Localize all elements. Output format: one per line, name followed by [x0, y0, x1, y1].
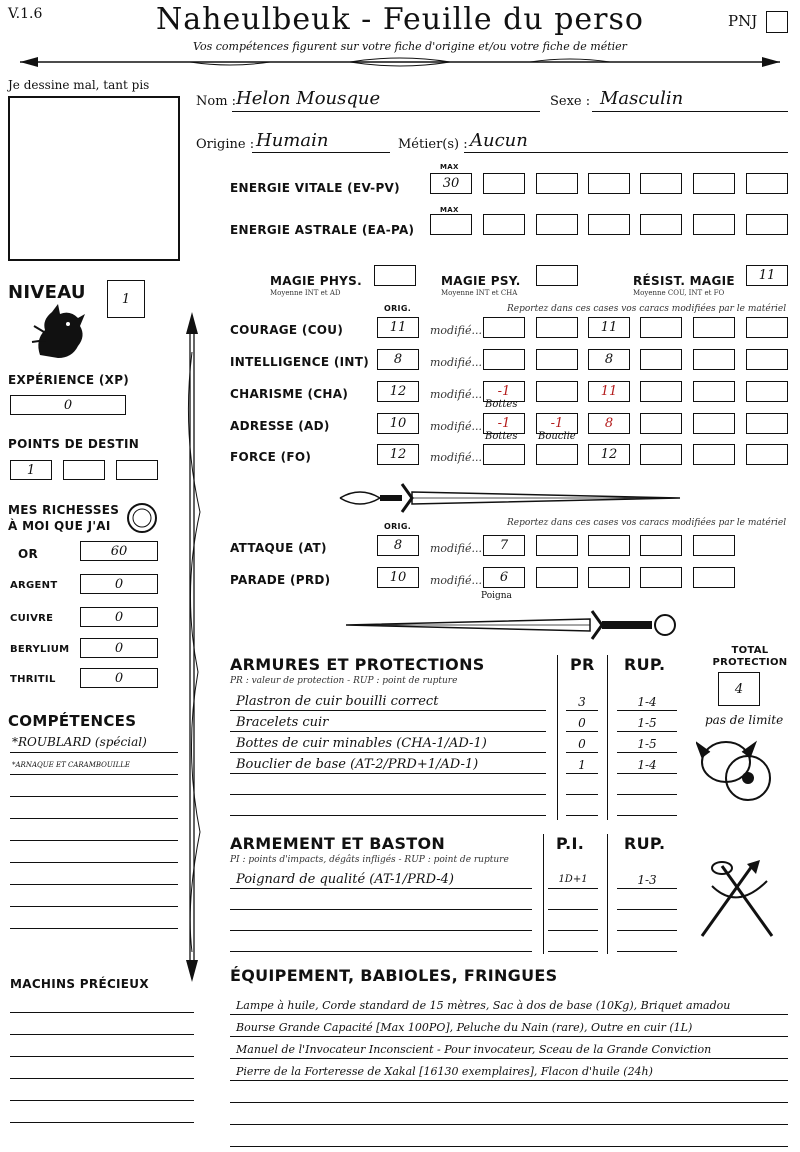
metier-value[interactable]: Aucun: [470, 130, 528, 151]
stat-mod-field-value: [694, 414, 734, 433]
xp-field[interactable]: [10, 395, 126, 415]
coin-icon: [126, 502, 158, 534]
combat-mod-field[interactable]: [693, 535, 735, 556]
armures-label: ARMURES ET PROTECTIONS: [230, 655, 485, 674]
wealth-label-berylium: BERYLIUM: [10, 644, 70, 655]
ev-cell-7-value: [747, 174, 787, 193]
version-label: V.1.6: [8, 6, 43, 22]
stat-mod-field-value: [641, 414, 681, 433]
equipement-line[interactable]: [230, 1102, 788, 1103]
stat-mod-field[interactable]: [693, 413, 735, 434]
stat-mod-field[interactable]: [483, 317, 525, 338]
armement-sublabel: PI : points d'impacts, dégâts infligés - RUP : point de rupture: [230, 855, 509, 865]
stat-mod-field-value: 11: [600, 384, 618, 399]
stat-orig-field[interactable]: [377, 413, 419, 434]
ev-max-label: MAX: [440, 163, 459, 171]
modifie-label: modifié...: [430, 420, 482, 433]
machins-line[interactable]: [10, 1122, 194, 1123]
magie-psy-value: [537, 266, 577, 285]
ea-cell-3[interactable]: [536, 214, 578, 235]
competence-line[interactable]: [10, 774, 178, 775]
combat-mod-field[interactable]: [483, 567, 525, 588]
stat-mod-field-value: [641, 382, 681, 401]
ea-cell-5[interactable]: [640, 214, 682, 235]
stat-mod-field-value: [484, 445, 524, 464]
ea-cell-1[interactable]: [430, 214, 472, 235]
stat-mod-field[interactable]: [588, 349, 630, 370]
total-protection-field[interactable]: [718, 672, 760, 706]
stat-mod-field[interactable]: [588, 317, 630, 338]
stat-extra-field-value: [747, 414, 787, 433]
arme-line[interactable]: [230, 930, 532, 931]
wealth-field-cuivre[interactable]: [80, 607, 158, 627]
armure-pr-line[interactable]: [566, 815, 598, 816]
magie-psy-field[interactable]: [536, 265, 578, 286]
competence-line[interactable]: [10, 884, 178, 885]
combat-mod-field-value: 7: [499, 538, 509, 553]
armure-name: Bracelets cuir: [236, 715, 329, 730]
stat-mod-note: Bottes: [485, 431, 518, 442]
ea-cell-4-value: [589, 215, 629, 234]
stat-mod-field-value: [537, 318, 577, 337]
magie-phys-label: MAGIE PHYS.: [270, 274, 362, 288]
competence-line[interactable]: [10, 906, 178, 907]
stat-extra-field-value: [747, 445, 787, 464]
armure-rup-line[interactable]: [617, 710, 677, 711]
combat-mod-field[interactable]: [536, 567, 578, 588]
competence-line[interactable]: [10, 840, 178, 841]
nom-label: Nom :: [196, 94, 237, 109]
stat-orig-field[interactable]: [377, 317, 419, 338]
armure-pr-line[interactable]: [566, 752, 598, 753]
armure-rup: 1-5: [637, 716, 657, 730]
machins-line[interactable]: [10, 1012, 194, 1013]
ea-cell-2[interactable]: [483, 214, 525, 235]
combat-mod-field-value: [641, 568, 681, 587]
equipement-line[interactable]: [230, 1036, 788, 1037]
stat-label: FORCE (FO): [230, 450, 312, 464]
armure-line[interactable]: [230, 773, 546, 774]
armure-pr: 3: [578, 695, 586, 709]
ev-cell-5[interactable]: [640, 173, 682, 194]
stat-mod-field-value: -1: [497, 384, 511, 399]
arme-rup-line[interactable]: [617, 909, 677, 910]
header-spear-icon: [10, 52, 790, 72]
armure-rup-line[interactable]: [617, 731, 677, 732]
armure-pr: 0: [578, 716, 586, 730]
stat-mod-field[interactable]: [588, 444, 630, 465]
arme-rup: 1-3: [637, 873, 657, 887]
stat-orig-field[interactable]: [377, 381, 419, 402]
equipement-line[interactable]: [230, 1058, 788, 1059]
stat-mod-note: Bottes: [485, 399, 518, 410]
stat-mod-field-value: 8: [604, 352, 614, 367]
ea-cell-4[interactable]: [588, 214, 630, 235]
combat-label: PARADE (PRD): [230, 573, 331, 587]
armure-pr: 0: [578, 737, 586, 751]
combat-mod-field[interactable]: [536, 535, 578, 556]
stat-mod-field-value: [641, 350, 681, 369]
stat-mod-field-value: [694, 350, 734, 369]
resist-magie-value: 11: [758, 268, 776, 283]
equipement-line[interactable]: [230, 1124, 788, 1125]
combat-orig-field-value: 10: [389, 570, 407, 585]
armure-name: Plastron de cuir bouilli correct: [236, 694, 439, 709]
armure-line[interactable]: [230, 794, 546, 795]
stat-extra-field-value: [747, 318, 787, 337]
ev-cell-2[interactable]: [483, 173, 525, 194]
arme-line[interactable]: [230, 951, 532, 952]
xp-value: 0: [63, 397, 73, 413]
stat-orig-field[interactable]: [377, 444, 419, 465]
stat-label: CHARISME (CHA): [230, 387, 349, 401]
resist-magie-label: RÉSIST. MAGIE: [633, 274, 735, 288]
arme-rup-line[interactable]: [617, 951, 677, 952]
stat-mod-field-value: -1: [497, 416, 511, 431]
machins-line[interactable]: [10, 1056, 194, 1057]
combat-orig-field[interactable]: [377, 567, 419, 588]
modifie-label: modifié...: [430, 356, 482, 369]
destin-field-2[interactable]: [63, 460, 105, 480]
armures-col-rup: RUP.: [624, 655, 666, 674]
stats-orig-label: ORIG.: [384, 304, 412, 313]
combat-mod-field[interactable]: [693, 567, 735, 588]
destin-label: POINTS DE DESTIN: [8, 437, 140, 451]
competences-label: COMPÉTENCES: [8, 712, 137, 730]
magie-psy-label: MAGIE PSY.: [441, 274, 521, 288]
ea-cell-2-value: [484, 215, 524, 234]
armure-rup: 1-5: [637, 737, 657, 751]
equipement-item: Bourse Grande Capacité [Max 100PO], Peluche du Nain (rare), Outre en cuir (1L): [236, 1021, 693, 1034]
stat-mod-field-value: [694, 445, 734, 464]
ev-cell-1-value: 30: [442, 176, 460, 191]
ev-cell-4-value: [589, 174, 629, 193]
arme-rup-line[interactable]: [617, 930, 677, 931]
arme-pi: 1D+1: [558, 874, 588, 885]
armement-col-pi: P.I.: [556, 834, 585, 853]
armure-name: Bouclier de base (AT-2/PRD+1/AD-1): [236, 757, 479, 772]
ev-cell-3[interactable]: [536, 173, 578, 194]
stat-label: INTELLIGENCE (INT): [230, 355, 369, 369]
wealth-field-or[interactable]: [80, 541, 158, 561]
stat-mod-field[interactable]: [536, 317, 578, 338]
armement-label: ARMEMENT ET BASTON: [230, 834, 446, 853]
equipement-line[interactable]: [230, 1080, 788, 1081]
arme-pi-line[interactable]: [548, 951, 598, 952]
sword-icon: [330, 478, 690, 518]
armure-name: Bottes de cuir minables (CHA-1/AD-1): [236, 736, 487, 751]
armure-pr: 1: [578, 758, 586, 772]
competence-line[interactable]: [10, 928, 178, 929]
armure-pr-line[interactable]: [566, 731, 598, 732]
stat-mod-field-value: [641, 318, 681, 337]
stat-mod-field-value: [694, 318, 734, 337]
stat-mod-field[interactable]: [640, 349, 682, 370]
machins-line[interactable]: [10, 1034, 194, 1035]
competence-item-2: *ARNAQUE ET CARAMBOUILLE: [12, 761, 130, 769]
ea-cell-6-value: [694, 215, 734, 234]
stat-orig-field[interactable]: [377, 349, 419, 370]
arme-pi-line[interactable]: [548, 888, 598, 889]
wealth-field-argent[interactable]: [80, 574, 158, 594]
ea-max-label: MAX: [440, 206, 459, 214]
wealth-field-or-value: 60: [110, 543, 128, 559]
wealth-field-berylium-value: 0: [114, 640, 124, 656]
armure-line[interactable]: [230, 731, 546, 732]
armures-sublabel: PR : valeur de protection - RUP : point de rupture: [230, 676, 458, 686]
arme-rup-line[interactable]: [617, 888, 677, 889]
stat-mod-field[interactable]: [640, 317, 682, 338]
machins-label: MACHINS PRÉCIEUX: [10, 977, 149, 991]
stat-mod-field[interactable]: [693, 349, 735, 370]
equipement-item: Manuel de l'Invocateur Inconscient - Pour invocateur, Sceau de la Grande Conviction: [236, 1043, 712, 1056]
ev-cell-6[interactable]: [693, 173, 735, 194]
wealth-field-thritil[interactable]: [80, 668, 158, 688]
destin-field-1[interactable]: [10, 460, 52, 480]
modifie-label: modifié...: [430, 451, 482, 464]
stat-mod-field[interactable]: [536, 381, 578, 402]
ev-label: ENERGIE VITALE (EV-PV): [230, 181, 400, 195]
stat-mod-field[interactable]: [588, 381, 630, 402]
origine-label: Origine :: [196, 137, 255, 152]
armure-pr-line[interactable]: [566, 710, 598, 711]
stat-mod-field-value: 8: [604, 416, 614, 431]
ev-cell-7[interactable]: [746, 173, 788, 194]
competence-line[interactable]: [10, 796, 178, 797]
combat-orig-field[interactable]: [377, 535, 419, 556]
destin-value-1: 1: [26, 462, 36, 478]
level-label: NIVEAU: [8, 282, 86, 303]
level-field[interactable]: [107, 280, 145, 318]
vertical-spear-icon: [180, 312, 204, 982]
arme-name: Poignard de qualité (AT-1/PRD-4): [236, 872, 454, 887]
stat-mod-field-value: 11: [600, 320, 618, 335]
ea-cell-6[interactable]: [693, 214, 735, 235]
stat-mod-note: Bouclie: [538, 431, 576, 442]
modifie-label: modifié...: [430, 542, 482, 555]
wealth-label-2: À MOI QUE J'AI: [8, 519, 111, 533]
competence-item-1: *ROUBLARD (spécial): [12, 735, 147, 749]
combat-mod-field[interactable]: [483, 535, 525, 556]
equipement-item: Pierre de la Forteresse de Xakal [16130 exemplaires], Flacon d'huile (24h): [236, 1065, 653, 1078]
stat-mod-field[interactable]: [640, 444, 682, 465]
modifie-label: modifié...: [430, 324, 482, 337]
stat-orig-field-value: 10: [389, 416, 407, 431]
resist-magie-field[interactable]: [746, 265, 788, 286]
stat-mod-field[interactable]: [483, 444, 525, 465]
stat-mod-field[interactable]: [588, 413, 630, 434]
armement-col-rup: RUP.: [624, 834, 666, 853]
ev-cell-1[interactable]: [430, 173, 472, 194]
ea-cell-7[interactable]: [746, 214, 788, 235]
ev-cell-6-value: [694, 174, 734, 193]
arme-pi-line[interactable]: [548, 909, 598, 910]
ea-cell-7-value: [747, 215, 787, 234]
modifie-label: modifié...: [430, 574, 482, 587]
combat-mod-field-value: [641, 536, 681, 555]
level-value: 1: [121, 291, 131, 307]
equipement-line[interactable]: [230, 1014, 788, 1015]
combat-mod-field[interactable]: [640, 535, 682, 556]
arme-pi-line[interactable]: [548, 930, 598, 931]
stat-extra-field[interactable]: [746, 413, 788, 434]
sword-icon-2: [340, 605, 685, 645]
ev-cell-2-value: [484, 174, 524, 193]
stat-extra-field[interactable]: [746, 381, 788, 402]
page-title: Naheulbeuk - Feuille du perso: [156, 2, 644, 37]
stat-mod-field[interactable]: [536, 349, 578, 370]
combat-mod-field-value: [537, 536, 577, 555]
limit-note: pas de limite: [705, 713, 784, 727]
armure-pr-line[interactable]: [566, 794, 598, 795]
armure-rup-line[interactable]: [617, 815, 677, 816]
armures-col-pr: PR: [570, 655, 595, 674]
combat-mod-field-value: [694, 568, 734, 587]
stat-mod-field[interactable]: [536, 444, 578, 465]
ea-label: ENERGIE ASTRALE (EA-PA): [230, 223, 415, 237]
competence-line[interactable]: [10, 752, 178, 753]
wealth-field-thritil-value: 0: [114, 670, 124, 686]
combat-mod-field-value: [537, 568, 577, 587]
stat-orig-field-value: 12: [389, 384, 407, 399]
equipement-line[interactable]: [230, 1146, 788, 1147]
stat-orig-field-value: 8: [393, 352, 403, 367]
combat-mod-field-value: [589, 536, 629, 555]
combat-orig-field-value: 8: [393, 538, 403, 553]
wealth-label-1: MES RICHESSES: [8, 503, 120, 517]
stat-mod-field-value: [537, 350, 577, 369]
metier-label: Métier(s) :: [398, 137, 468, 152]
sexe-value[interactable]: Masculin: [600, 88, 684, 109]
machins-line[interactable]: [10, 1078, 194, 1079]
combat-mod-field-value: [694, 536, 734, 555]
stat-orig-field-value: 12: [389, 447, 407, 462]
combat-mod-field-value: 6: [499, 570, 509, 585]
stat-label: ADRESSE (AD): [230, 419, 330, 433]
combat-note: Reportez dans ces cases vos caracs modifiées par le matériel: [507, 518, 787, 528]
nom-value[interactable]: Helon Mousque: [236, 88, 381, 109]
destin-value-2: [64, 461, 104, 479]
equipement-label: ÉQUIPEMENT, BABIOLES, FRINGUES: [230, 966, 558, 985]
equipement-item: Lampe à huile, Corde standard de 15 mètres, Sac à dos de base (10Kg), Briquet amadou: [236, 999, 731, 1012]
wealth-field-argent-value: 0: [114, 576, 124, 592]
stat-orig-field-value: 11: [389, 320, 407, 335]
magie-phys-field[interactable]: [374, 265, 416, 286]
stat-mod-field-value: [641, 445, 681, 464]
stat-mod-field-value: [537, 445, 577, 464]
wealth-field-berylium[interactable]: [80, 638, 158, 658]
stat-mod-field[interactable]: [693, 381, 735, 402]
ea-cell-3-value: [537, 215, 577, 234]
page-subtitle: Vos compétences figurent sur votre fiche d'origine et/ou votre fiche de métier: [193, 40, 627, 53]
stat-mod-field-value: [484, 318, 524, 337]
stat-mod-field[interactable]: [640, 381, 682, 402]
magie-phys-note: Moyenne INT et AD: [270, 289, 341, 297]
arme-line[interactable]: [230, 888, 532, 889]
stat-extra-field[interactable]: [746, 349, 788, 370]
wealth-label-or: OR: [18, 547, 39, 561]
armure-rup-line[interactable]: [617, 773, 677, 774]
pnj-checkbox[interactable]: [766, 11, 788, 33]
combat-orig-label: ORIG.: [384, 522, 412, 531]
dragon-icon: [30, 300, 90, 362]
combat-mod-note: Poigna: [481, 591, 512, 601]
machins-line[interactable]: [10, 1100, 194, 1101]
wealth-field-cuivre-value: 0: [114, 609, 124, 625]
stat-extra-field-value: [747, 350, 787, 369]
stat-mod-field[interactable]: [693, 317, 735, 338]
resist-magie-note: Moyenne COU, INT et FO: [633, 289, 725, 297]
stat-label: COURAGE (COU): [230, 323, 344, 337]
wealth-label-thritil: THRITIL: [10, 674, 56, 685]
ev-cell-3-value: [537, 174, 577, 193]
total-protection-label: TOTAL PROTECTION: [712, 645, 788, 668]
combat-mod-field[interactable]: [588, 535, 630, 556]
armure-line[interactable]: [230, 815, 546, 816]
armure-line[interactable]: [230, 752, 546, 753]
portrait-frame[interactable]: [8, 96, 180, 261]
stat-extra-field[interactable]: [746, 444, 788, 465]
origine-value[interactable]: Humain: [256, 130, 329, 151]
stat-extra-field-value: [747, 382, 787, 401]
total-protection-value: 4: [734, 681, 744, 697]
competence-line[interactable]: [10, 818, 178, 819]
magie-phys-value: [375, 266, 415, 285]
armure-rup: 1-4: [637, 758, 657, 772]
stat-mod-field-value: -1: [550, 416, 564, 431]
wealth-label-cuivre: CUIVRE: [10, 613, 54, 624]
ea-cell-1-value: [431, 215, 471, 234]
destin-value-3: [117, 461, 157, 479]
weapons-icon: [692, 856, 782, 941]
xp-label: EXPÉRIENCE (XP): [8, 373, 130, 387]
stat-mod-field[interactable]: [640, 413, 682, 434]
stat-mod-field-value: [484, 350, 524, 369]
stat-mod-field-value: [694, 382, 734, 401]
armure-rup: 1-4: [637, 695, 657, 709]
stat-mod-field[interactable]: [693, 444, 735, 465]
stat-mod-field-value: [537, 382, 577, 401]
armure-line[interactable]: [230, 710, 546, 711]
ev-cell-4[interactable]: [588, 173, 630, 194]
stat-mod-field[interactable]: [483, 349, 525, 370]
portrait-caption: Je dessine mal, tant pis: [8, 78, 150, 92]
combat-label: ATTAQUE (AT): [230, 541, 327, 555]
armure-rup-line[interactable]: [617, 794, 677, 795]
armure-rup-line[interactable]: [617, 752, 677, 753]
destin-field-3[interactable]: [116, 460, 158, 480]
combat-mod-field[interactable]: [640, 567, 682, 588]
combat-mod-field-value: [589, 568, 629, 587]
stat-mod-field-value: 12: [600, 447, 618, 462]
combat-mod-field[interactable]: [588, 567, 630, 588]
stat-extra-field[interactable]: [746, 317, 788, 338]
armure-pr-line[interactable]: [566, 773, 598, 774]
ea-cell-5-value: [641, 215, 681, 234]
sexe-label: Sexe :: [550, 94, 591, 109]
helmet-shield-icon: [696, 728, 776, 808]
pnj-label: PNJ: [728, 12, 758, 30]
competence-line[interactable]: [10, 862, 178, 863]
modifie-label: modifié...: [430, 388, 482, 401]
stats-note: Reportez dans ces cases vos caracs modifiées par le matériel: [507, 304, 787, 314]
wealth-label-argent: ARGENT: [10, 580, 58, 591]
magie-psy-note: Moyenne INT et CHA: [441, 289, 518, 297]
ev-cell-5-value: [641, 174, 681, 193]
arme-line[interactable]: [230, 909, 532, 910]
